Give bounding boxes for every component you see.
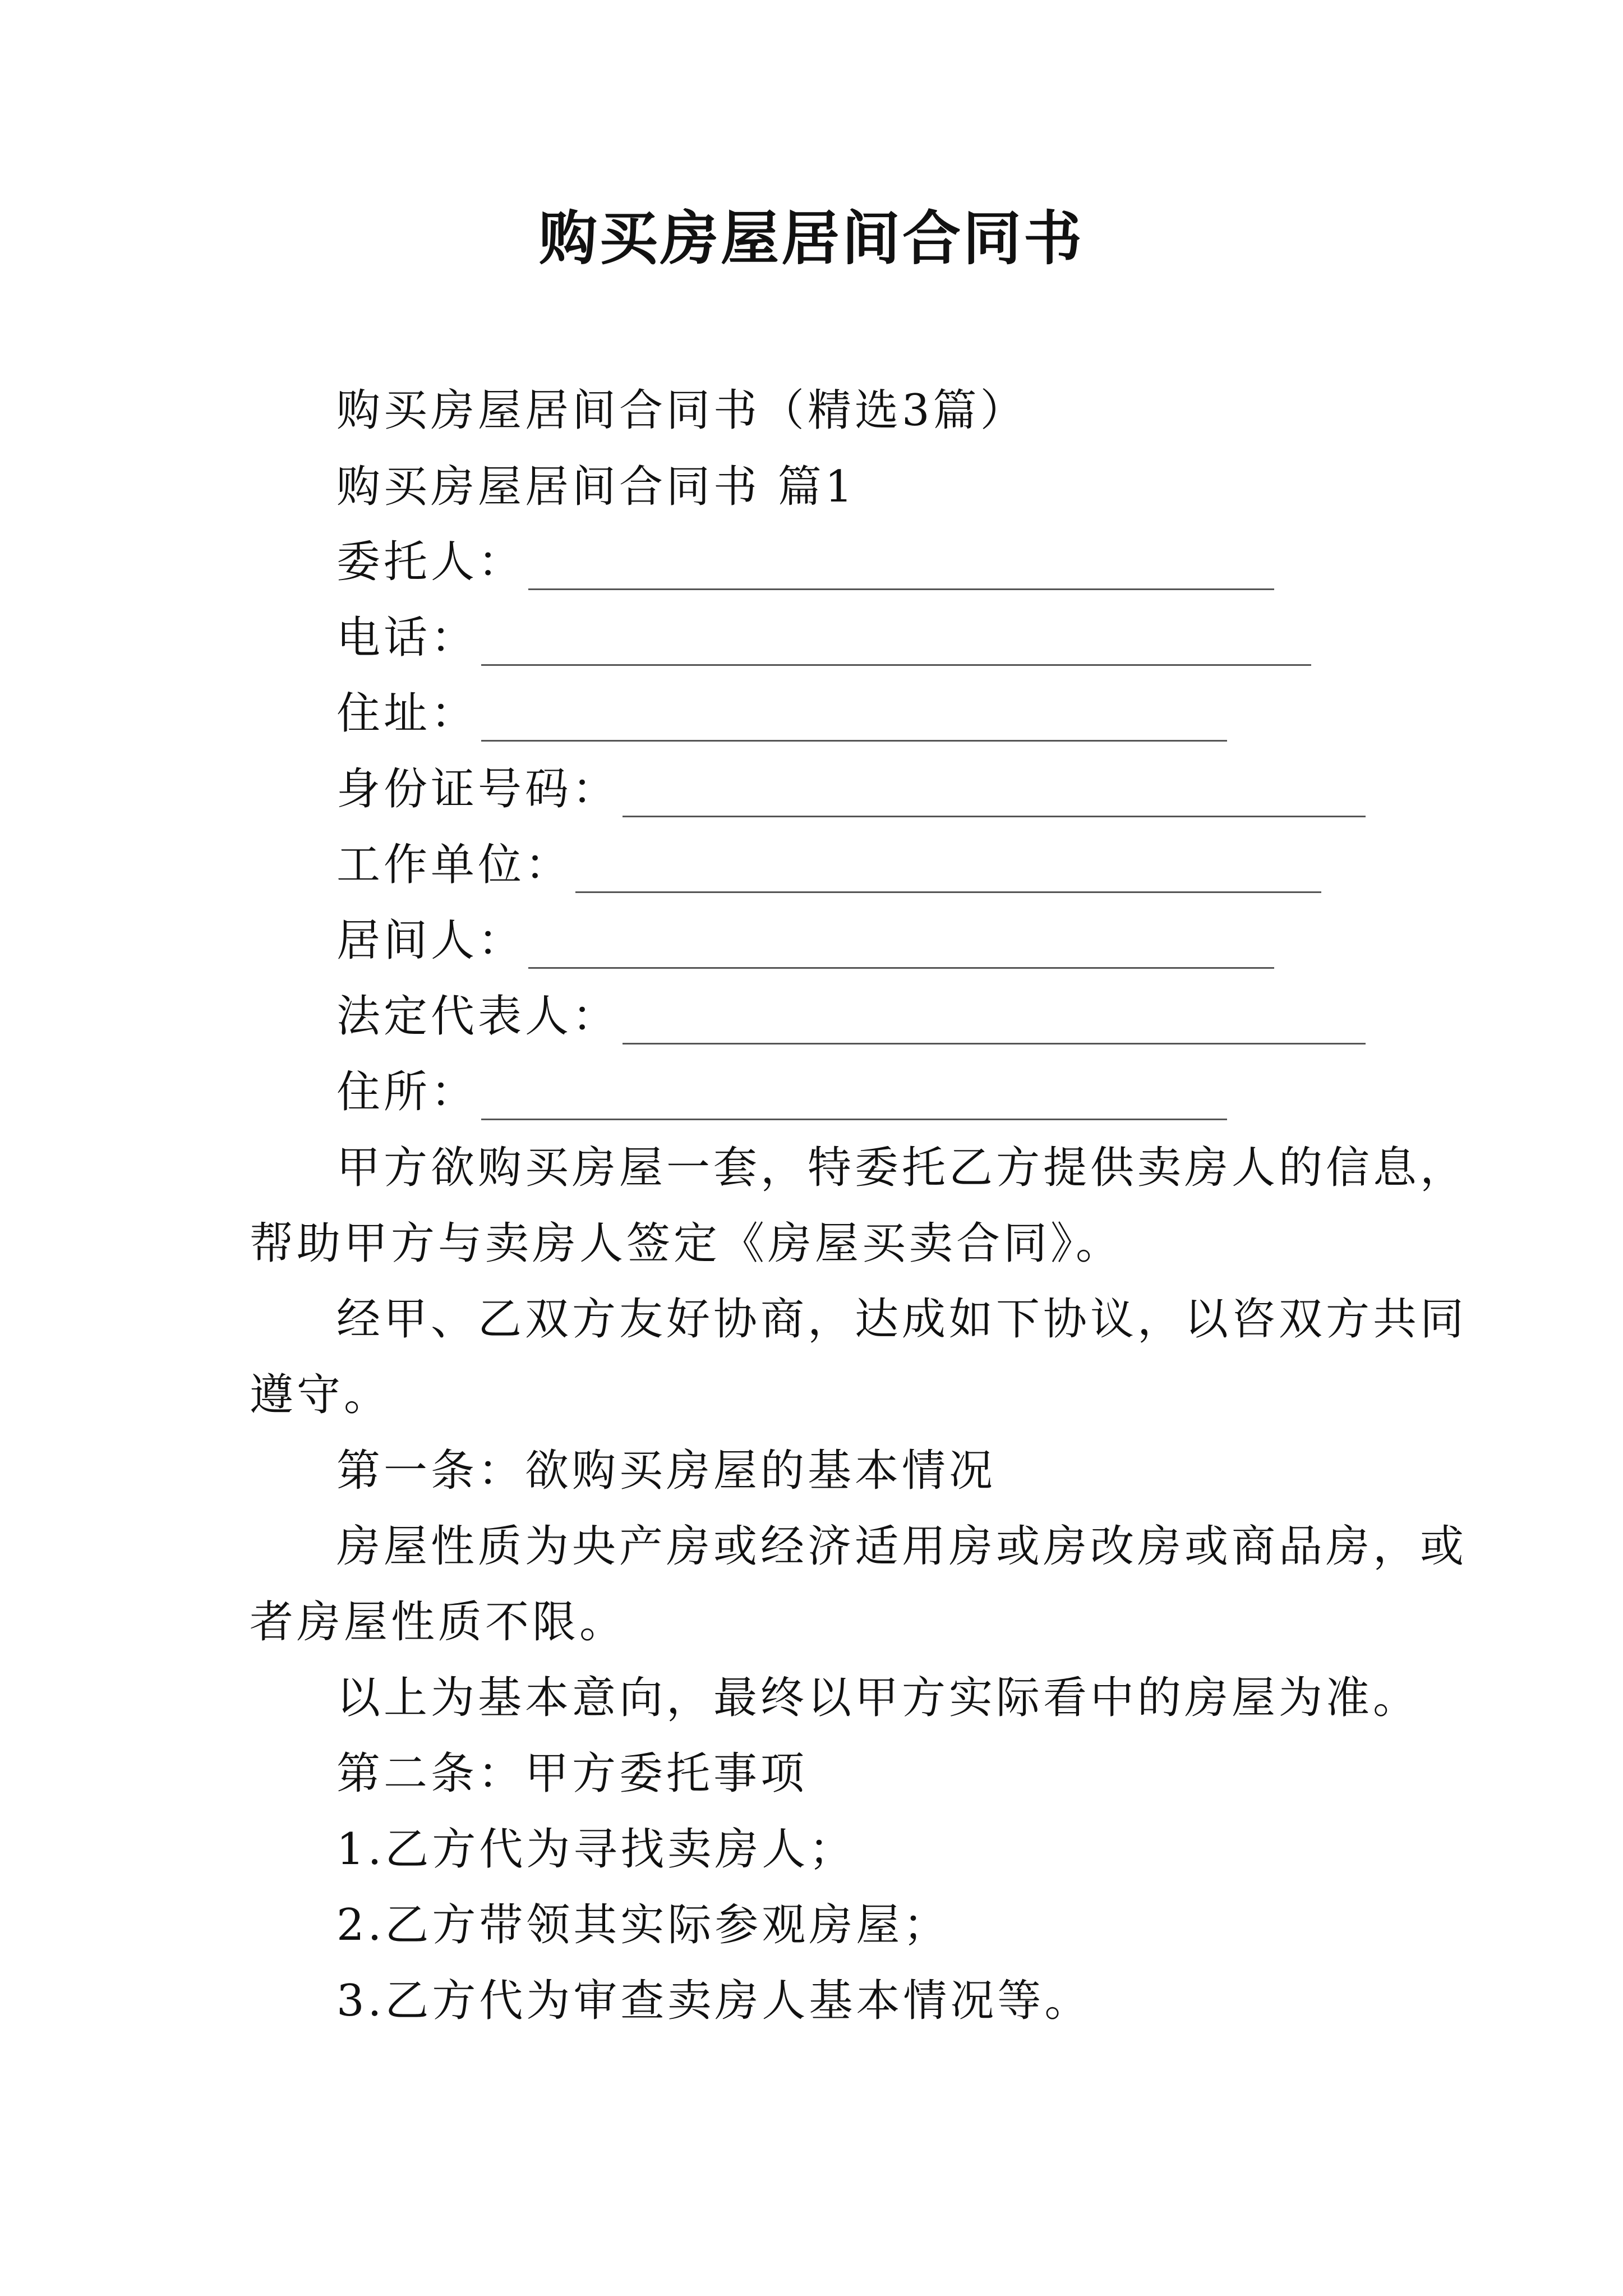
field-label: 工作单位： (336, 840, 573, 890)
id-number-blank[interactable] (623, 776, 1366, 817)
subtitle: 购买房屋居间合同书（精选3篇） (336, 385, 1027, 436)
field-employer (336, 837, 1321, 893)
paragraph-1-line-2: 帮助甲方与卖房人签定《房屋买卖合同》。 (250, 1218, 1123, 1269)
field-label: 法定代表人： (336, 991, 620, 1042)
field-intermediary (336, 913, 1274, 969)
list-item-2: 2.乙方带领其实际参观房屋； (336, 1900, 951, 1950)
paragraph-2-line-2: 遵守。 (250, 1370, 391, 1420)
intermediary-blank[interactable] (528, 928, 1274, 969)
paragraph-2-line-1: 经甲、乙双方友好协商，达成如下协议，以咨双方共同 (336, 1294, 1468, 1345)
field-label: 身份证号码： (336, 764, 620, 815)
field-id-number (336, 761, 1366, 817)
field-label: 居间人： (336, 915, 525, 966)
field-label: 委托人： (336, 537, 525, 587)
document-title: 购买房屋居间合同书 (538, 204, 1084, 273)
field-address (336, 685, 1227, 742)
list-item-1: 1.乙方代为寻找卖房人； (336, 1824, 856, 1875)
client-blank[interactable] (528, 549, 1274, 590)
employer-blank[interactable] (575, 852, 1321, 893)
field-client (336, 534, 1274, 590)
list-item-3: 3.乙方代为审查卖房人基本情况等。 (336, 1976, 1092, 2026)
field-phone (336, 610, 1311, 666)
field-label: 电话： (336, 613, 478, 663)
phone-blank[interactable] (481, 625, 1311, 666)
paragraph-3-line-1: 房屋性质为央产房或经济适用房或房改房或商品房，或 (336, 1521, 1468, 1572)
field-label: 住所： (336, 1067, 478, 1117)
paragraph-3-line-2: 者房屋性质不限。 (250, 1597, 627, 1648)
field-domicile (336, 1064, 1227, 1120)
article-2-heading: 第二条：甲方委托事项 (336, 1749, 808, 1799)
paragraph-1-line-1: 甲方欲购买房屋一套，特委托乙方提供卖房人的信息， (336, 1143, 1468, 1193)
article-1-heading: 第一条：欲购买房屋的基本情况 (336, 1446, 997, 1496)
domicile-blank[interactable] (481, 1079, 1227, 1120)
field-label: 住址： (336, 688, 478, 739)
paragraph-4: 以上为基本意向，最终以甲方实际看中的房屋为准。 (336, 1673, 1421, 1723)
address-blank[interactable] (481, 701, 1227, 742)
field-legal-rep (336, 988, 1366, 1045)
section-heading: 购买房屋居间合同书 篇1 (336, 462, 856, 512)
legal-rep-blank[interactable] (623, 1004, 1366, 1045)
